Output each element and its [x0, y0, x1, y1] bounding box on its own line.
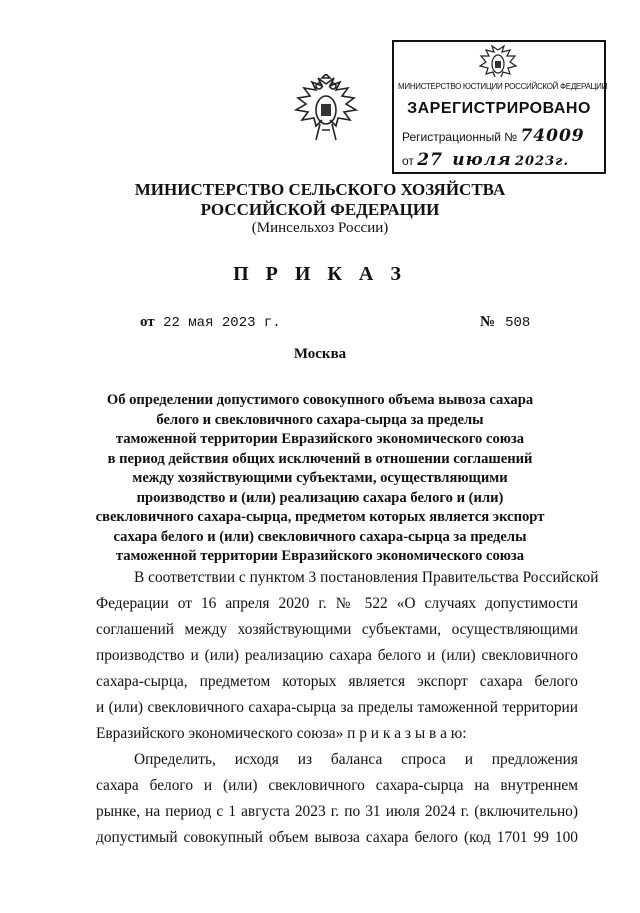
stamp-date-month: июля [452, 150, 512, 170]
ministry-short-name: (Минсельхоз России) [251, 220, 389, 236]
title-line: в период действия общих исключений в отношении соглашений [107, 450, 533, 467]
stamp-date-year: 2023г. [514, 154, 569, 169]
paragraph-line: и (или) свекловичного сахара-сырца за пределы таможенной территории [96, 699, 578, 716]
stamp-reg-label: Регистрационный № [402, 130, 518, 144]
paragraph-line: Определить, исходя из баланса спроса и предложения [134, 751, 578, 768]
document-title [60, 391, 580, 567]
stamp-date-row [402, 150, 569, 170]
paragraph-line: сахара белого и (или) свекловичного сахара-сырца на внутреннем [96, 777, 578, 794]
order-number [480, 314, 530, 331]
ministry-name [0, 180, 640, 220]
order-number-value: 508 [505, 315, 531, 331]
city: Москва [293, 346, 347, 362]
paragraph-line: В соответствии с пунктом 3 постановления Правительства Российской [134, 569, 599, 586]
stamp-reg-number: 74009 [520, 126, 585, 146]
stamp-emblem [478, 44, 518, 82]
order-date-prefix: от [140, 314, 155, 330]
stamp-date-label: от [402, 154, 414, 168]
title-line: между хозяйствующими субъектами, осуществляющими [132, 470, 508, 486]
title-line: свекловичного сахара-сырца, предметом которых является экспорт [95, 509, 545, 525]
stamp-ministry-name: МИНИСТЕРСТВО ЮСТИЦИИ РОССИЙСКОЙ ФЕДЕРАЦИИ [398, 82, 608, 91]
paragraph-line: сахара-сырца, предметом которых является экспорт сахара белого [96, 673, 578, 690]
coat-of-arms-emblem [292, 74, 360, 150]
ministry-name-line-1: МИНИСТЕРСТВО СЕЛЬСКОГО ХОЗЯЙСТВА [134, 180, 506, 199]
title-line: Об определении допустимого совокупного объема вывоза сахара [106, 392, 534, 408]
order-date-value: 22 мая 2023 г. [163, 315, 281, 331]
paragraph-line: Евразийского экономического союза» п р и к а з ы в а ю: [96, 725, 467, 742]
title-line: белого и свекловичного сахара-сырца за пределы [156, 411, 484, 428]
order-date [140, 314, 281, 331]
paragraph-determine [96, 747, 578, 851]
paragraph-preamble [96, 565, 599, 747]
order-number-sign: № [480, 314, 496, 330]
paragraph-line: Федерации от 16 апреля 2020 г. № 522 «О случаях допустимости [96, 595, 578, 612]
paragraph-line: допустимый совокупный объем вывоза сахара белого (код 1701 99 100 [96, 829, 578, 846]
stamp-reg-number-row [402, 126, 585, 146]
title-line: таможенной территории Евразийского экономического союза [115, 431, 525, 447]
document-type: П Р И К А З [233, 263, 407, 285]
paragraph-line: соглашений между хозяйствующими субъектами, осуществляющими [96, 621, 578, 638]
title-line: таможенной территории Евразийского экономического союза [115, 548, 525, 564]
registration-stamp [392, 40, 606, 174]
paragraph-line: производство и (или) реализацию сахара белого и (или) свекловичного [96, 647, 578, 664]
title-line: сахара белого и (или) свекловичного сахара-сырца за пределы [113, 528, 527, 545]
stamp-date-day: 27 [417, 150, 443, 170]
title-line: производство и (или) реализацию сахара белого и (или) [136, 489, 504, 506]
paragraph-line: рынке, на период с 1 августа 2023 г. по 31 июля 2024 г. (включительно) [96, 803, 578, 820]
ministry-name-line-2: РОССИЙСКОЙ ФЕДЕРАЦИИ [200, 200, 440, 219]
stamp-registered-label: ЗАРЕГИСТРИРОВАНО [407, 100, 591, 117]
